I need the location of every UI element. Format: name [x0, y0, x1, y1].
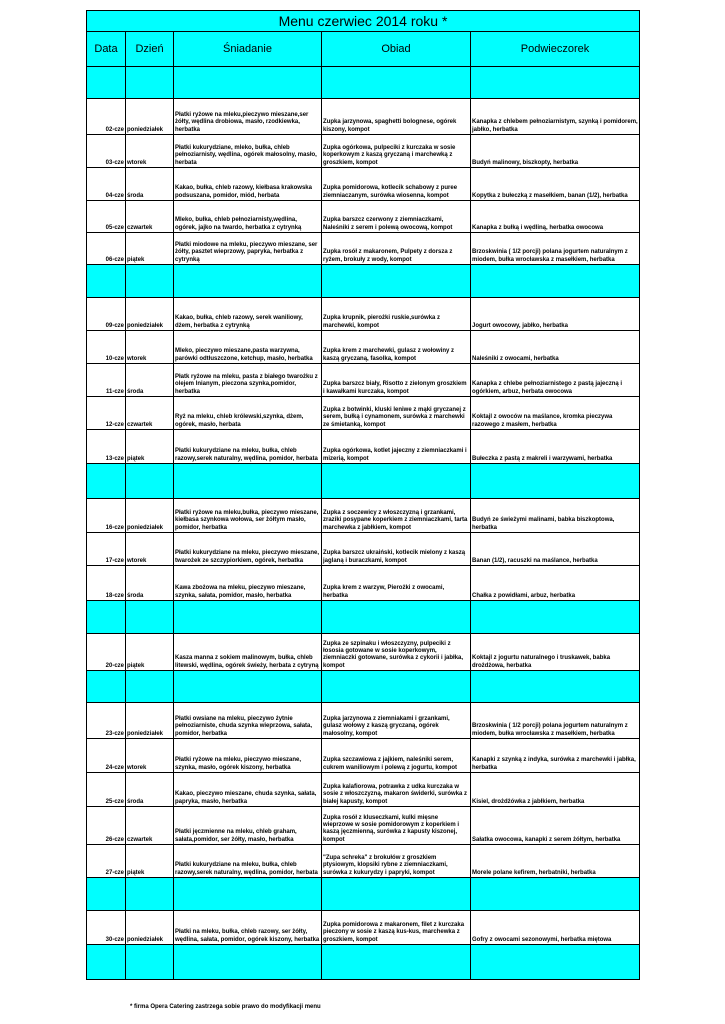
table-row	[87, 430, 640, 464]
weekend-cell	[174, 601, 322, 634]
table-row	[87, 566, 640, 601]
table-row	[87, 331, 640, 364]
breakfast-cell: Kakao, bułka, chleb razowy, kiełbasa krakowska podsuszana, pomidor, miód, herbata	[174, 168, 322, 201]
snack-cell: Morele polane kefirem, herbatniki, herbatka	[471, 845, 640, 878]
weekend-cell	[471, 945, 640, 980]
weekend-cell	[174, 945, 322, 980]
day-cell: piątek	[126, 634, 174, 671]
snack-cell: Jogurt owocowy, jabłko, herbatka	[471, 298, 640, 331]
snack-cell: Kopytka z bułeczką z masełkiem, banan (1/2), herbatka	[471, 168, 640, 201]
menu-body	[87, 11, 640, 980]
header-row	[87, 32, 640, 67]
weekend-cell	[471, 67, 640, 99]
weekend-cell	[126, 945, 174, 980]
table-row	[87, 739, 640, 773]
lunch-cell: Zupka barszcz czerwony z ziemniaczkami, Naleśniki z serem i polewą owocową, kompot	[322, 201, 471, 233]
date-cell: 16-cze	[87, 499, 126, 533]
snack-cell: Chałka z powidłami, arbuz, herbatka	[471, 566, 640, 601]
date-cell: 03-cze	[87, 135, 126, 168]
table-row	[87, 298, 640, 331]
day-cell: poniedziałek	[126, 298, 174, 331]
snack-cell: Kanapka z chlebe pełnoziarnistego z pastą jajeczną i ogórkiem, arbuz, herbata owocowa	[471, 364, 640, 397]
day-cell: poniedziałek	[126, 703, 174, 739]
breakfast-cell: Płatki owsiane na mleku, pieczywo żytnie pełnoziarniste, chuda szynka wieprzowa, sałata, pomidor, herbatka	[174, 703, 322, 739]
day-cell: środa	[126, 773, 174, 807]
weekend-row	[87, 945, 640, 980]
snack-cell: Gofry z owocami sezonowymi, herbatka miętowa	[471, 911, 640, 945]
day-cell: poniedziałek	[126, 911, 174, 945]
breakfast-cell: Płatk ryżowe na mleku, pasta z białego twarożku z olejem lnianym, pieczona szynka,pomidor, herbatka	[174, 364, 322, 397]
day-cell: wtorek	[126, 135, 174, 168]
table-row	[87, 703, 640, 739]
date-cell: 12-cze	[87, 397, 126, 430]
weekend-cell	[174, 464, 322, 499]
table-row	[87, 201, 640, 233]
table-row	[87, 168, 640, 201]
snack-cell: Koktajl z jogurtu naturalnego i truskawek, babka drożdżowa, herbatka	[471, 634, 640, 671]
date-cell: 10-cze	[87, 331, 126, 364]
day-cell: środa	[126, 566, 174, 601]
date-cell: 24-cze	[87, 739, 126, 773]
date-cell: 23-cze	[87, 703, 126, 739]
snack-cell: Kanapki z szynką z indyka, surówka z marchewki i jabłka, herbatka	[471, 739, 640, 773]
lunch-cell: Zupka rosół z kluseczkami, kulki mięsne wieprzowe w sosie pomidorowym z koperkiem i kaszą jęczmienną, surówka z kapusty kiszonej, kompot	[322, 807, 471, 845]
weekend-row	[87, 878, 640, 911]
date-cell: 11-cze	[87, 364, 126, 397]
breakfast-cell: Płatki miodowe na mleku, pieczywo mieszane, ser żółty, pasztet wieprzowy, papryka, herbatka z cytrynką	[174, 233, 322, 265]
weekend-cell	[471, 265, 640, 298]
header-lunch: Obiad	[322, 32, 471, 67]
lunch-cell: Zupka z botwinki, kluski leniwe z mąki gryczanej z serem, bułką i cynamonem, surówka z marchewki ze śmietanką, kompot	[322, 397, 471, 430]
lunch-cell: Zupka z soczewicy z włoszczyzną i grzankami, zraziki posypane koperkiem z ziemniaczkami, tarta marchewka z jabłkiem, kompot	[322, 499, 471, 533]
breakfast-cell: Płatki kukurydziane, mleko, bułka, chleb pełnoziarnisty, wędlina, ogórek małosolny, masło, herbata	[174, 135, 322, 168]
lunch-cell: Zupka jarzynowa z ziemniakami i grzankami, gulasz wołowy z kaszą gryczaną, ogórek małosolny, kompot	[322, 703, 471, 739]
breakfast-cell: Kasza manna z sokiem malinowym, bułka, chleb litewski, wędlina, ogórek świeży, herbata z cytryną	[174, 634, 322, 671]
header-breakfast: Śniadanie	[174, 32, 322, 67]
weekend-cell	[126, 878, 174, 911]
weekend-cell	[174, 265, 322, 298]
date-cell: 18-cze	[87, 566, 126, 601]
day-cell: środa	[126, 364, 174, 397]
day-cell: piątek	[126, 430, 174, 464]
snack-cell: Brzoskwinia ( 1/2 porcji) polana jogurtem naturalnym z miodem, bułka wrocławska z masełkiem, herbatka	[471, 233, 640, 265]
date-cell: 13-cze	[87, 430, 126, 464]
table-row	[87, 845, 640, 878]
weekend-cell	[471, 671, 640, 703]
weekend-cell	[322, 671, 471, 703]
lunch-cell: Zupka jarzynowa, spaghetti bolognese, ogórek kiszony, kompot	[322, 99, 471, 135]
breakfast-cell: Mleko, bułka, chleb pełnoziarnisty,wędlina, ogórek, jajko na twardo, herbatka z cytrynką	[174, 201, 322, 233]
weekend-row	[87, 67, 640, 99]
lunch-cell: Zupka krem z warzyw, Pierożki z owocami, herbatka	[322, 566, 471, 601]
weekend-cell	[174, 67, 322, 99]
snack-cell: Kisiel, drożdżówka z jabłkiem, herbatka	[471, 773, 640, 807]
date-cell: 30-cze	[87, 911, 126, 945]
day-cell: piątek	[126, 845, 174, 878]
weekend-cell	[174, 671, 322, 703]
page-title: Menu czerwiec 2014 roku *	[87, 11, 640, 32]
table-row	[87, 135, 640, 168]
weekend-cell	[174, 878, 322, 911]
weekend-cell	[126, 671, 174, 703]
weekend-row	[87, 464, 640, 499]
snack-cell: Banan (1/2), racuszki na maślance, herbatka	[471, 533, 640, 566]
table-row	[87, 773, 640, 807]
lunch-cell: Zupka barszcz biały, Risotto z zielonym groszkiem i kawałkami kurczaka, kompot	[322, 364, 471, 397]
date-cell: 02-cze	[87, 99, 126, 135]
weekend-cell	[126, 265, 174, 298]
lunch-cell: Zupka rosół z makaronem, Pulpety z dorsza z ryżem, brokuły z wody, kompot	[322, 233, 471, 265]
breakfast-cell: Kakao, pieczywo mieszane, chuda szynka, sałata, papryka, masło, herbatka	[174, 773, 322, 807]
weekend-cell	[126, 601, 174, 634]
lunch-cell: Zupka ogórkowa, pulpeciki z kurczaka w sosie koperkowym z kaszą gryczaną i marchewką z groszkiem, kompot	[322, 135, 471, 168]
lunch-cell: Zupka krem z marchewki, gulasz z wołowiny z kaszą gryczaną, fasolka, kompot	[322, 331, 471, 364]
date-cell: 09-cze	[87, 298, 126, 331]
footnote: * firma Opera Catering zastrzega sobie prawo do modyfikacji menu	[130, 1004, 321, 1010]
snack-cell: Brzoskwinia ( 1/2 porcji) polana jogurtem naturalnym z miodem, bułka wrocławska z masełkiem, herbatka	[471, 703, 640, 739]
lunch-cell: Zupka krupnik, pierożki ruskie,surówka z marchewki, kompot	[322, 298, 471, 331]
day-cell: wtorek	[126, 331, 174, 364]
weekend-cell	[87, 67, 126, 99]
day-cell: czwartek	[126, 397, 174, 430]
header-snack: Podwieczorek	[471, 32, 640, 67]
lunch-cell: Zupka pomidorowa, kotlecik schabowy z puree ziemniaczanym, surówka wiosenna, kompot	[322, 168, 471, 201]
day-cell: czwartek	[126, 807, 174, 845]
breakfast-cell: Kawa zbożowa na mleku, pieczywo mieszane, szynka, sałata, pomidor, masło, herbatka	[174, 566, 322, 601]
snack-cell: Kanapka z bułką i wędliną, herbatka owocowa	[471, 201, 640, 233]
day-cell: piątek	[126, 233, 174, 265]
breakfast-cell: Płatki jęczmienne na mleku, chleb graham, sałata,pomidor, ser żółty, masło, herbatka	[174, 807, 322, 845]
snack-cell: Bułeczka z pastą z makreli i warzywami, herbatka	[471, 430, 640, 464]
breakfast-cell: Płatki ryżowe na mleku, pieczywo mieszane, szynka, masło, ogórek kiszony, herbatka	[174, 739, 322, 773]
table-row	[87, 233, 640, 265]
weekend-row	[87, 671, 640, 703]
snack-cell: Naleśniki z owocami, herbatka	[471, 331, 640, 364]
weekend-cell	[87, 464, 126, 499]
date-cell: 17-cze	[87, 533, 126, 566]
breakfast-cell: Płatki kukurydziane na mleku, bułka, chleb razowy,serek naturalny, wędlina, pomidor, herbata	[174, 845, 322, 878]
lunch-cell: Zupka szczawiowa z jajkiem, naleśniki serem, cukrem waniliowym i polewą z jogurtu, kompot	[322, 739, 471, 773]
weekend-cell	[322, 878, 471, 911]
lunch-cell: Zupka kalafiorowa, potrawka z udka kurczaka w sosie z włoszczyzną, makaron świderki, surówka z białej kapusty, kompot	[322, 773, 471, 807]
weekend-cell	[126, 464, 174, 499]
weekend-cell	[126, 67, 174, 99]
weekend-cell	[471, 464, 640, 499]
date-cell: 25-cze	[87, 773, 126, 807]
title-row	[87, 11, 640, 32]
weekend-cell	[471, 878, 640, 911]
date-cell: 26-cze	[87, 807, 126, 845]
day-cell: czwartek	[126, 201, 174, 233]
day-cell: poniedziałek	[126, 499, 174, 533]
weekend-row	[87, 265, 640, 298]
menu-table	[86, 10, 640, 980]
date-cell: 05-cze	[87, 201, 126, 233]
weekend-cell	[87, 671, 126, 703]
header-date: Data	[87, 32, 126, 67]
snack-cell: Budyń ze świeżymi malinami, babka biszkoptowa, herbatka	[471, 499, 640, 533]
breakfast-cell: Płatki ryżowe na mleku,bułka, pieczywo mieszane, kiełbasa szynkowa wołowa, ser żółtym masło, pomidor, herbatka	[174, 499, 322, 533]
table-row	[87, 99, 640, 135]
weekend-cell	[471, 601, 640, 634]
breakfast-cell: Kakao, bułka, chleb razowy, serek waniliowy, dżem, herbatka z cytrynką	[174, 298, 322, 331]
lunch-cell: Zupka ogórkowa, kotlet jajeczny z ziemniaczkami i mizerią, kompot	[322, 430, 471, 464]
breakfast-cell: Płatki na mleku, bułka, chleb razowy, ser żółty, wędlina, sałata, pomidor, ogórek kiszony, herbatka	[174, 911, 322, 945]
snack-cell: Budyń malinowy, biszkopty, herbatka	[471, 135, 640, 168]
weekend-row	[87, 601, 640, 634]
snack-cell: Koktajl z owoców na maślance, kromka pieczywa razowego z masłem, herbatka	[471, 397, 640, 430]
table-row	[87, 397, 640, 430]
date-cell: 20-cze	[87, 634, 126, 671]
table-row	[87, 533, 640, 566]
day-cell: wtorek	[126, 533, 174, 566]
table-row	[87, 807, 640, 845]
breakfast-cell: Płatki ryżowe na mleku,pieczywo mieszane,ser żółty, wędlina drobiowa, masło, rzodkiewka, herbatka	[174, 99, 322, 135]
table-row	[87, 634, 640, 671]
weekend-cell	[87, 878, 126, 911]
lunch-cell: "Zupa schreka" z brokułów z groszkiem ptysiowym, klopsiki rybne z ziemniaczkami, surówka z kukurydzy i papryki, kompot	[322, 845, 471, 878]
weekend-cell	[322, 945, 471, 980]
weekend-cell	[87, 265, 126, 298]
breakfast-cell: Ryż na mleku, chleb królewski,szynka, dżem, ogórek, masło, herbata	[174, 397, 322, 430]
header-day: Dzień	[126, 32, 174, 67]
breakfast-cell: Płatki kukurydziane na mleku, pieczywo mieszane, twarożek ze szczypiorkiem, ogórek, herbatka	[174, 533, 322, 566]
weekend-cell	[87, 945, 126, 980]
weekend-cell	[322, 464, 471, 499]
date-cell: 04-cze	[87, 168, 126, 201]
day-cell: środa	[126, 168, 174, 201]
date-cell: 06-cze	[87, 233, 126, 265]
lunch-cell: Zupka pomidorowa z makaronem, filet z kurczaka pieczony w sosie z kaszą kus-kus, marchewka z groszkiem, kompot	[322, 911, 471, 945]
breakfast-cell: Mleko, pieczywo mieszane,pasta warzywna, parówki odtłuszczone, ketchup, masło, herbatka	[174, 331, 322, 364]
day-cell: poniedziałek	[126, 99, 174, 135]
snack-cell: Kanapka z chlebem pełnoziarnistym, szynką i pomidorem, jabłko, herbatka	[471, 99, 640, 135]
weekend-cell	[322, 601, 471, 634]
lunch-cell: Zupka barszcz ukraiński, kotlecik mielony z kaszą jaglaną i buraczkami, kompot	[322, 533, 471, 566]
table-row	[87, 364, 640, 397]
snack-cell: Sałatka owocowa, kanapki z serem żółtym, herbatka	[471, 807, 640, 845]
lunch-cell: Zupka ze szpinaku i włoszczyzny, pulpeciki z łososia gotowane w sosie koperkowym, ziemniaczki gotowane, surówka z cykorii i jabłka, kompot	[322, 634, 471, 671]
date-cell: 27-cze	[87, 845, 126, 878]
day-cell: wtorek	[126, 739, 174, 773]
weekend-cell	[322, 67, 471, 99]
weekend-cell	[322, 265, 471, 298]
weekend-cell	[87, 601, 126, 634]
table-row	[87, 499, 640, 533]
breakfast-cell: Płatki kukurydziane na mleku, bułka, chleb razowy,serek naturalny, wędlina, pomidor, herbata	[174, 430, 322, 464]
table-row	[87, 911, 640, 945]
